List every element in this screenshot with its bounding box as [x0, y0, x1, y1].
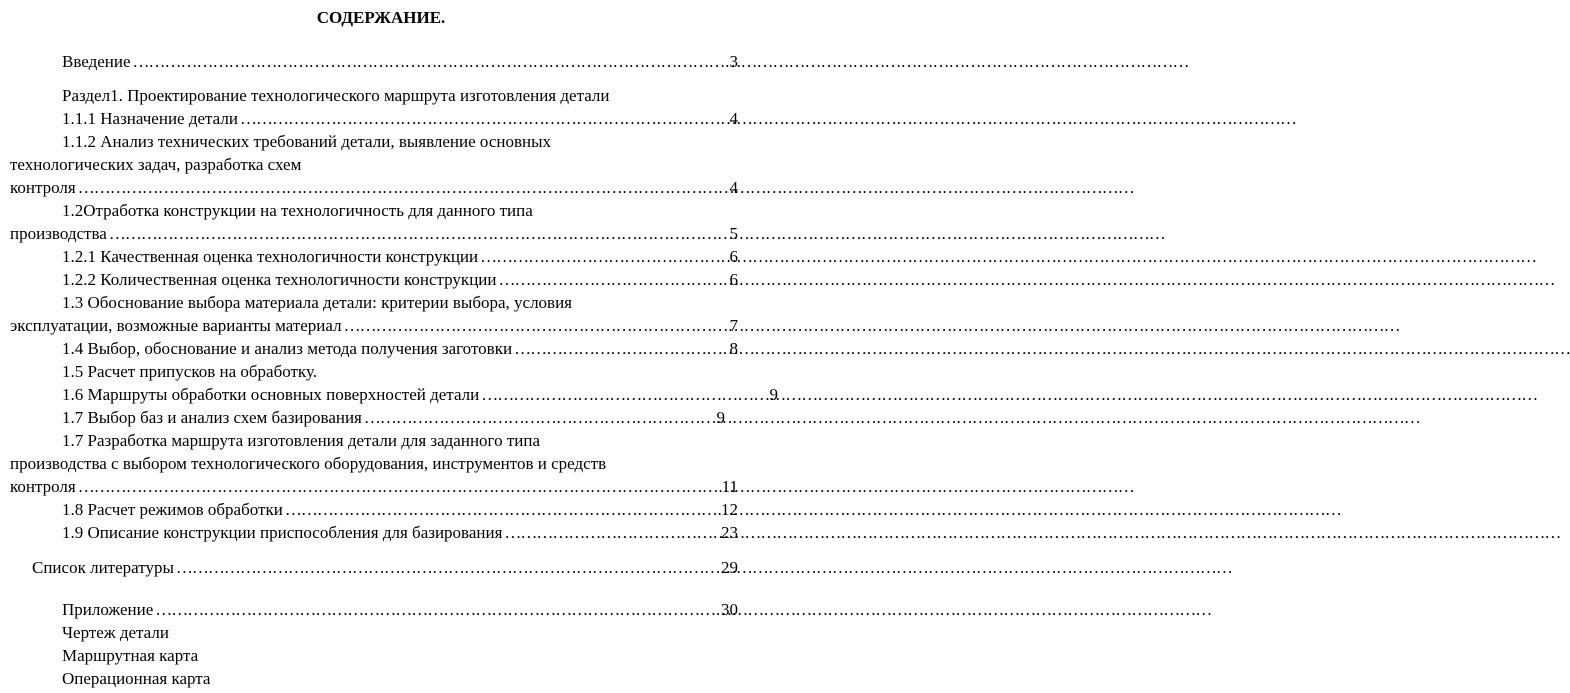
- page-number: 4: [729, 109, 738, 128]
- dot-leader: [478, 245, 729, 268]
- entry-text: производства: [10, 224, 107, 243]
- toc-entry[interactable]: [10, 176, 738, 199]
- toc-entry[interactable]: [10, 475, 738, 498]
- toc-entry-line: производства с выбором технологического оборудования, инструментов и средств: [10, 454, 607, 473]
- page-number: 8: [729, 339, 738, 358]
- dot-leader: [479, 383, 769, 406]
- page-number: 9: [716, 408, 725, 427]
- toc-entry-intro[interactable]: [10, 50, 738, 73]
- page-number: 30: [721, 600, 738, 619]
- page-number: 7: [729, 316, 738, 335]
- dot-leader: [238, 107, 730, 130]
- appendix-item: Чертеж детали: [62, 623, 169, 642]
- dot-leader: [107, 222, 730, 245]
- toc-entry[interactable]: [10, 314, 738, 337]
- entry-text: 1.7 Выбор баз и анализ схем базирования: [62, 408, 362, 427]
- dot-leader: [283, 498, 721, 521]
- entry-text: 1.4 Выбор, обоснование и анализ метода получения заготовки: [62, 339, 513, 358]
- toc-entry[interactable]: [10, 107, 738, 130]
- entry-text: Введение: [62, 52, 131, 71]
- toc-entry-references[interactable]: [10, 556, 738, 579]
- toc-entry[interactable]: [10, 406, 725, 429]
- toc-entry-line: 1.7 Разработка маршрута изготовления детали для заданного типа: [62, 431, 541, 450]
- dot-leader: [512, 337, 729, 360]
- entry-text: Список литературы: [32, 558, 174, 577]
- dot-leader: [362, 406, 717, 429]
- page-number: 12: [721, 500, 738, 519]
- entry-text: контроля: [10, 178, 76, 197]
- entry-text: 1.6 Маршруты обработки основных поверхностей детали: [62, 385, 480, 404]
- dot-leader: [497, 268, 730, 291]
- toc-entry[interactable]: [10, 360, 738, 383]
- dot-leader: [131, 50, 730, 73]
- entry-text: 1.2.1 Качественная оценка технологичности конструкции: [62, 247, 479, 266]
- page-title: СОДЕРЖАНИЕ.: [316, 8, 446, 27]
- dot-leader: [153, 598, 721, 621]
- appendix-item: Операционная карта: [62, 669, 211, 688]
- page-number: 3: [729, 52, 738, 71]
- toc-entry[interactable]: [10, 268, 738, 291]
- dot-leader: [76, 475, 722, 498]
- toc-entry-line: технологических задач, разработка схем: [10, 155, 302, 174]
- page-number: 9: [769, 385, 778, 404]
- entry-text: 1.8 Расчет режимов обработки: [62, 500, 283, 519]
- page-number: 11: [721, 477, 738, 496]
- entry-text: 1.5 Расчет припусков на обработку.: [62, 362, 317, 381]
- entry-text: 1.1.1 Назначение детали: [62, 109, 238, 128]
- dot-leader: [342, 314, 730, 337]
- page-number: 6: [729, 270, 738, 289]
- entry-text: контроля: [10, 477, 76, 496]
- toc-entry[interactable]: [10, 245, 738, 268]
- dot-leader: [502, 521, 721, 544]
- page-number: 29: [721, 558, 738, 577]
- dot-leader: [174, 556, 721, 579]
- page-number: 5: [729, 224, 738, 243]
- entry-text: 1.9 Описание конструкции приспособления для базирования: [62, 523, 503, 542]
- page-number: 6: [729, 247, 738, 266]
- toc-entry-line: 1.1.2 Анализ технических требований детали, выявление основных: [62, 132, 552, 151]
- entry-text: 1.2.2 Количественная оценка технологичности конструкции: [62, 270, 497, 289]
- page-number: 23: [721, 523, 738, 542]
- toc-entry[interactable]: [10, 498, 738, 521]
- page-number: 4: [729, 178, 738, 197]
- toc-entry[interactable]: [10, 337, 738, 360]
- toc-entry-appendix[interactable]: [10, 598, 738, 621]
- dot-leader: [76, 176, 730, 199]
- section-heading: Раздел1. Проектирование технологического маршрута изготовления детали: [62, 86, 610, 105]
- toc-entry[interactable]: [10, 521, 738, 544]
- toc-entry-line: 1.2Отработка конструкции на технологичность для данного типа: [62, 201, 533, 220]
- entry-text: эксплуатации, возможные варианты материал: [10, 316, 342, 335]
- entry-text: Приложение: [62, 600, 154, 619]
- table-of-contents: [10, 6, 778, 690]
- appendix-item: Маршрутная карта: [62, 646, 199, 665]
- toc-entry[interactable]: [10, 383, 778, 406]
- toc-entry[interactable]: [10, 222, 738, 245]
- toc-entry-line: 1.3 Обоснование выбора материала детали: критерии выбора, условия: [62, 293, 572, 312]
